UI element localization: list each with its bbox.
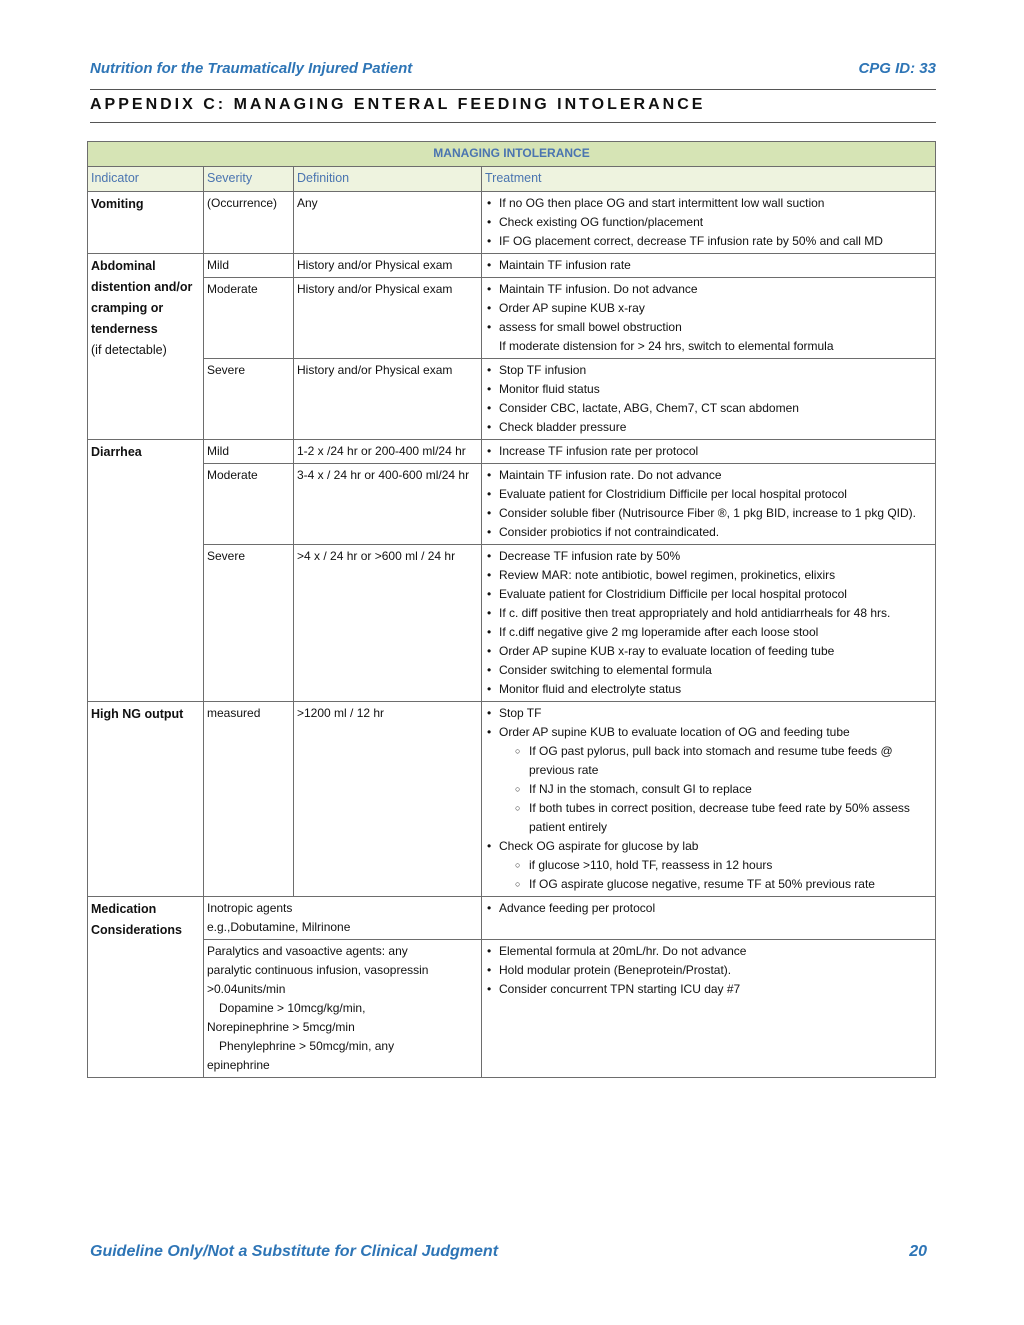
table-title: MANAGING INTOLERANCE bbox=[88, 142, 936, 167]
table-row bbox=[88, 545, 936, 702]
document-title: Nutrition for the Traumatically Injured Patient bbox=[90, 60, 413, 77]
list-item: • Consider soluble fiber (Nutrisource Fiber ®, 1 pkg BID, increase to 1 pkg QID). bbox=[499, 504, 932, 523]
list-item: • Check bladder pressure bbox=[499, 418, 932, 437]
list-item-note: If moderate distension for > 24 hrs, switch to elemental formula bbox=[499, 339, 834, 353]
appendix-title: APPENDIX C: MANAGING ENTERAL FEEDING INTOLERANCE bbox=[90, 96, 706, 113]
table-row bbox=[88, 464, 936, 545]
column-header-treatment: Treatment bbox=[482, 167, 936, 192]
list-item: • Consider concurrent TPN starting ICU day #7 bbox=[499, 980, 932, 999]
definition-cell: >4 x / 24 hr or >600 ml / 24 hr bbox=[294, 545, 482, 702]
treatment-cell bbox=[482, 545, 936, 702]
list-item: • Consider CBC, lactate, ABG, Chem7, CT scan abdomen bbox=[499, 399, 932, 418]
indicator-diarrhea: Diarrhea bbox=[88, 440, 204, 702]
severity-cell: measured bbox=[204, 702, 294, 897]
page-header bbox=[90, 60, 936, 82]
treatment-cell bbox=[482, 359, 936, 440]
definition-cell: >1200 ml / 12 hr bbox=[294, 702, 482, 897]
list-item: • Consider switching to elemental formula bbox=[499, 661, 932, 680]
treatment-cell bbox=[482, 940, 936, 1078]
table-row bbox=[88, 940, 936, 1078]
medication-line: Paralytics and vasoactive agents: any bbox=[207, 944, 408, 958]
appendix-divider bbox=[90, 122, 936, 123]
severity-cell: Severe bbox=[204, 545, 294, 702]
footer-disclaimer: Guideline Only/Not a Substitute for Clinical Judgment bbox=[90, 1243, 499, 1260]
list-item: • Maintain TF infusion. Do not advance bbox=[499, 280, 932, 299]
definition-cell: Any bbox=[294, 192, 482, 254]
list-item: • If no OG then place OG and start intermittent low wall suction bbox=[499, 194, 932, 213]
list-item: • Decrease TF infusion rate by 50% bbox=[499, 547, 932, 566]
severity-cell: Mild bbox=[204, 254, 294, 278]
sub-list-item: ○ If OG past pylorus, pull back into stomach and resume tube feeds @ previous rate bbox=[515, 742, 932, 780]
list-item: • Monitor fluid status bbox=[499, 380, 932, 399]
list-item-text: Check OG aspirate for glucose by lab bbox=[499, 839, 699, 853]
list-item-text: Order AP supine KUB to evaluate location of OG and feeding tube bbox=[499, 725, 850, 739]
table-row bbox=[88, 702, 936, 897]
medication-agents-cell bbox=[204, 897, 482, 940]
header-divider bbox=[90, 89, 936, 90]
medication-line: e.g.,Dobutamine, Milrinone bbox=[207, 920, 351, 934]
medication-agents-cell bbox=[204, 940, 482, 1078]
indicator-medication: Medication Considerations bbox=[88, 897, 204, 1078]
sub-list-item: ○ If NJ in the stomach, consult GI to replace bbox=[515, 780, 932, 799]
severity-cell: Moderate bbox=[204, 278, 294, 359]
sub-list-item: ○ If OG aspirate glucose negative, resume TF at 50% previous rate bbox=[515, 875, 932, 894]
list-item: • Stop TF bbox=[499, 704, 932, 723]
column-header-definition: Definition bbox=[294, 167, 482, 192]
list-item: • Review MAR: note antibiotic, bowel regimen, prokinetics, elixirs bbox=[499, 566, 932, 585]
medication-line: Dopamine > 10mcg/kg/min, bbox=[219, 1001, 366, 1015]
treatment-cell bbox=[482, 192, 936, 254]
list-item: • Maintain TF infusion rate bbox=[499, 256, 932, 275]
table-row bbox=[88, 254, 936, 278]
list-item: • Maintain TF infusion rate. Do not advance bbox=[499, 466, 932, 485]
medication-line: Phenylephrine > 50mcg/min, any bbox=[219, 1039, 395, 1053]
definition-cell: 1-2 x /24 hr or 200-400 ml/24 hr bbox=[294, 440, 482, 464]
list-item: • If c.diff negative give 2 mg loperamide after each loose stool bbox=[499, 623, 932, 642]
severity-cell: Mild bbox=[204, 440, 294, 464]
severity-cell: Severe bbox=[204, 359, 294, 440]
definition-cell: History and/or Physical exam bbox=[294, 278, 482, 359]
column-header-severity: Severity bbox=[204, 167, 294, 192]
table-row bbox=[88, 440, 936, 464]
list-item: • Order AP supine KUB x-ray to evaluate location of feeding tube bbox=[499, 642, 932, 661]
list-item: • Stop TF infusion bbox=[499, 361, 932, 380]
indicator-abdominal-label: Abdominal distention and/or cramping or tenderness bbox=[91, 259, 193, 336]
treatment-cell bbox=[482, 254, 936, 278]
indicator-abdominal-note: (if detectable) bbox=[91, 343, 167, 357]
severity-cell: Moderate bbox=[204, 464, 294, 545]
cpg-id: CPG ID: 33 bbox=[858, 60, 936, 77]
list-item bbox=[499, 723, 932, 837]
medication-line: Inotropic agents bbox=[207, 901, 293, 915]
medication-line: epinephrine bbox=[207, 1058, 270, 1072]
list-item: • IF OG placement correct, decrease TF infusion rate by 50% and call MD bbox=[499, 232, 932, 251]
indicator-high-ng-output: High NG output bbox=[88, 702, 204, 897]
list-item: • Check existing OG function/placement bbox=[499, 213, 932, 232]
definition-cell: History and/or Physical exam bbox=[294, 254, 482, 278]
treatment-cell bbox=[482, 897, 936, 940]
list-item bbox=[499, 837, 932, 894]
indicator-vomiting: Vomiting bbox=[88, 192, 204, 254]
severity-cell: (Occurrence) bbox=[204, 192, 294, 254]
table-row bbox=[88, 897, 936, 940]
page-number: 20 bbox=[909, 1243, 927, 1260]
medication-line: >0.04units/min bbox=[207, 982, 286, 996]
definition-cell: History and/or Physical exam bbox=[294, 359, 482, 440]
table-row bbox=[88, 359, 936, 440]
sub-list-item: ○ if glucose >110, hold TF, reassess in 12 hours bbox=[515, 856, 932, 875]
list-item: • Evaluate patient for Clostridium Difficile per local hospital protocol bbox=[499, 485, 932, 504]
sub-list-item: ○ If both tubes in correct position, decrease tube feed rate by 50% assess patient entirely bbox=[515, 799, 932, 837]
medication-line: Norepinephrine > 5mcg/min bbox=[207, 1020, 355, 1034]
list-item: • Evaluate patient for Clostridium Difficile per local hospital protocol bbox=[499, 585, 932, 604]
table-row bbox=[88, 192, 936, 254]
list-item: • Elemental formula at 20mL/hr. Do not advance bbox=[499, 942, 932, 961]
list-item: • If c. diff positive then treat appropriately and hold antidiarrheals for 48 hrs. bbox=[499, 604, 932, 623]
column-header-indicator: Indicator bbox=[88, 167, 204, 192]
table-row bbox=[88, 278, 936, 359]
list-item: • assess for small bowel obstruction bbox=[499, 318, 932, 337]
treatment-cell bbox=[482, 702, 936, 897]
list-item: • Consider probiotics if not contraindicated. bbox=[499, 523, 932, 542]
list-item: • Increase TF infusion rate per protocol bbox=[499, 442, 932, 461]
list-item: • Hold modular protein (Beneprotein/Prostat). bbox=[499, 961, 932, 980]
list-item: • Monitor fluid and electrolyte status bbox=[499, 680, 932, 699]
treatment-cell bbox=[482, 464, 936, 545]
managing-intolerance-table bbox=[87, 141, 936, 1078]
definition-cell: 3-4 x / 24 hr or 400-600 ml/24 hr bbox=[294, 464, 482, 545]
list-item: • Order AP supine KUB x-ray bbox=[499, 299, 932, 318]
medication-line: paralytic continuous infusion, vasopressin bbox=[207, 963, 429, 977]
indicator-abdominal bbox=[88, 254, 204, 440]
treatment-cell bbox=[482, 278, 936, 359]
treatment-cell bbox=[482, 440, 936, 464]
list-item: • Advance feeding per protocol bbox=[499, 899, 932, 918]
